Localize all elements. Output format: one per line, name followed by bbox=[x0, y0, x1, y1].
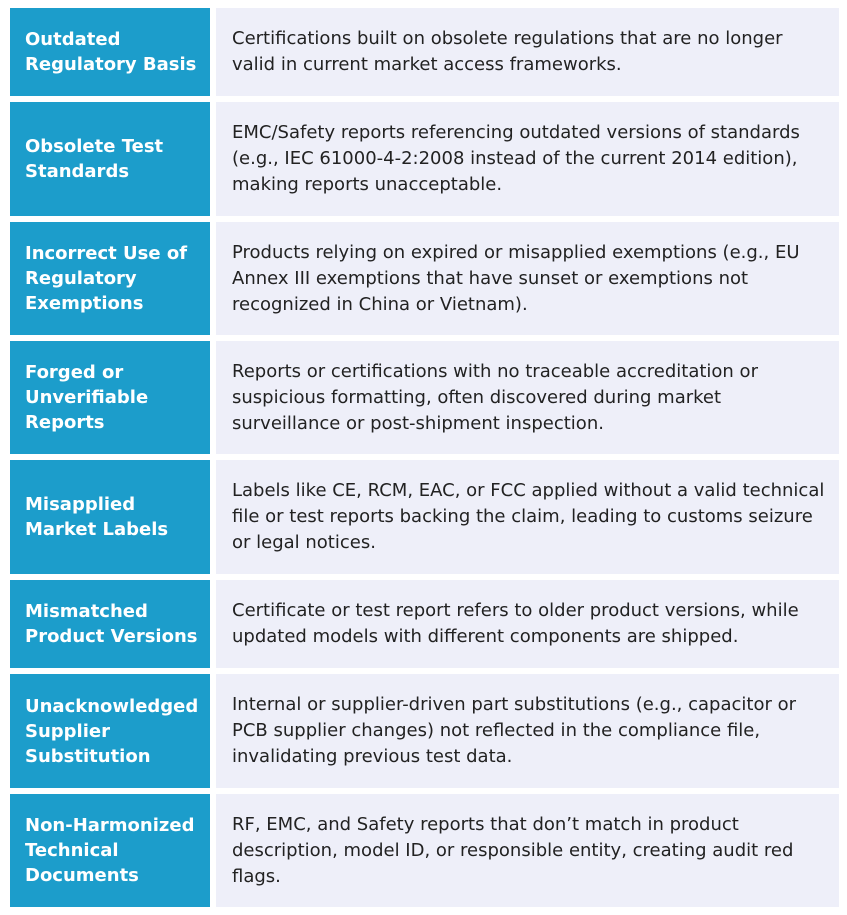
row-description: RF, EMC, and Safety reports that don’t match in product description, model ID, or responsible entity, creating audit red flags. bbox=[232, 813, 794, 887]
row-label-cell bbox=[10, 580, 210, 668]
row-description-cell bbox=[216, 460, 839, 574]
row-label: Outdated Regulatory Basis bbox=[25, 29, 197, 75]
row-label: Unacknowledged Supplier Substitution bbox=[25, 695, 199, 767]
row-description: Certifications built on obsolete regulations that are no longer valid in current market access frameworks. bbox=[232, 28, 783, 75]
row-description-cell bbox=[216, 222, 839, 335]
row-description-cell bbox=[216, 341, 839, 454]
table-row bbox=[10, 341, 839, 454]
row-description: Products relying on expired or misapplied exemptions (e.g., EU Annex III exemptions that have sunset or exemptions not recognized in China or Vietnam). bbox=[232, 241, 800, 315]
row-label: Incorrect Use of Regulatory Exemptions bbox=[25, 243, 188, 314]
table-row bbox=[10, 222, 839, 335]
row-description-cell bbox=[216, 674, 839, 788]
row-label-cell bbox=[10, 341, 210, 454]
row-label-cell bbox=[10, 222, 210, 335]
row-label: Obsolete Test Standards bbox=[25, 136, 164, 182]
row-description: Labels like CE, RCM, EAC, or FCC applied without a valid technical file or test reports backing the claim, leading to customs seizure or legal notices. bbox=[232, 480, 825, 553]
table-row bbox=[10, 580, 839, 668]
row-description-cell bbox=[216, 580, 839, 668]
table-row bbox=[10, 674, 839, 788]
row-description-cell bbox=[216, 102, 839, 216]
table-row bbox=[10, 794, 839, 907]
row-label-cell bbox=[10, 102, 210, 216]
row-label-cell bbox=[10, 794, 210, 907]
row-label-cell bbox=[10, 674, 210, 788]
row-label-cell bbox=[10, 460, 210, 574]
row-label: Forged or Unverifiable Reports bbox=[25, 362, 149, 433]
row-label: Non-Harmonized Technical Documents bbox=[25, 815, 195, 886]
table-row bbox=[10, 102, 839, 216]
compliance-issues-table bbox=[10, 8, 839, 907]
row-description: Certificate or test report refers to older product versions, while updated models with different components are shipped. bbox=[232, 600, 799, 647]
table-row bbox=[10, 460, 839, 574]
row-label: Misapplied Market Labels bbox=[25, 494, 169, 540]
row-description-cell bbox=[216, 794, 839, 907]
row-description-cell bbox=[216, 8, 839, 96]
row-label-cell bbox=[10, 8, 210, 96]
table-row bbox=[10, 8, 839, 96]
row-description: Internal or supplier-driven part substitutions (e.g., capacitor or PCB supplier changes) not reflected in the compliance file, invalidating previous test data. bbox=[232, 694, 796, 767]
row-description: EMC/Safety reports referencing outdated versions of standards (e.g., IEC 61000-4-2:2008 instead of the current 2014 edition), making reports unacceptable. bbox=[232, 122, 800, 195]
row-description: Reports or certifications with no traceable accreditation or suspicious formatting, often discovered during market surveillance or post-shipment inspection. bbox=[232, 360, 758, 434]
row-label: Mismatched Product Versions bbox=[25, 601, 198, 647]
